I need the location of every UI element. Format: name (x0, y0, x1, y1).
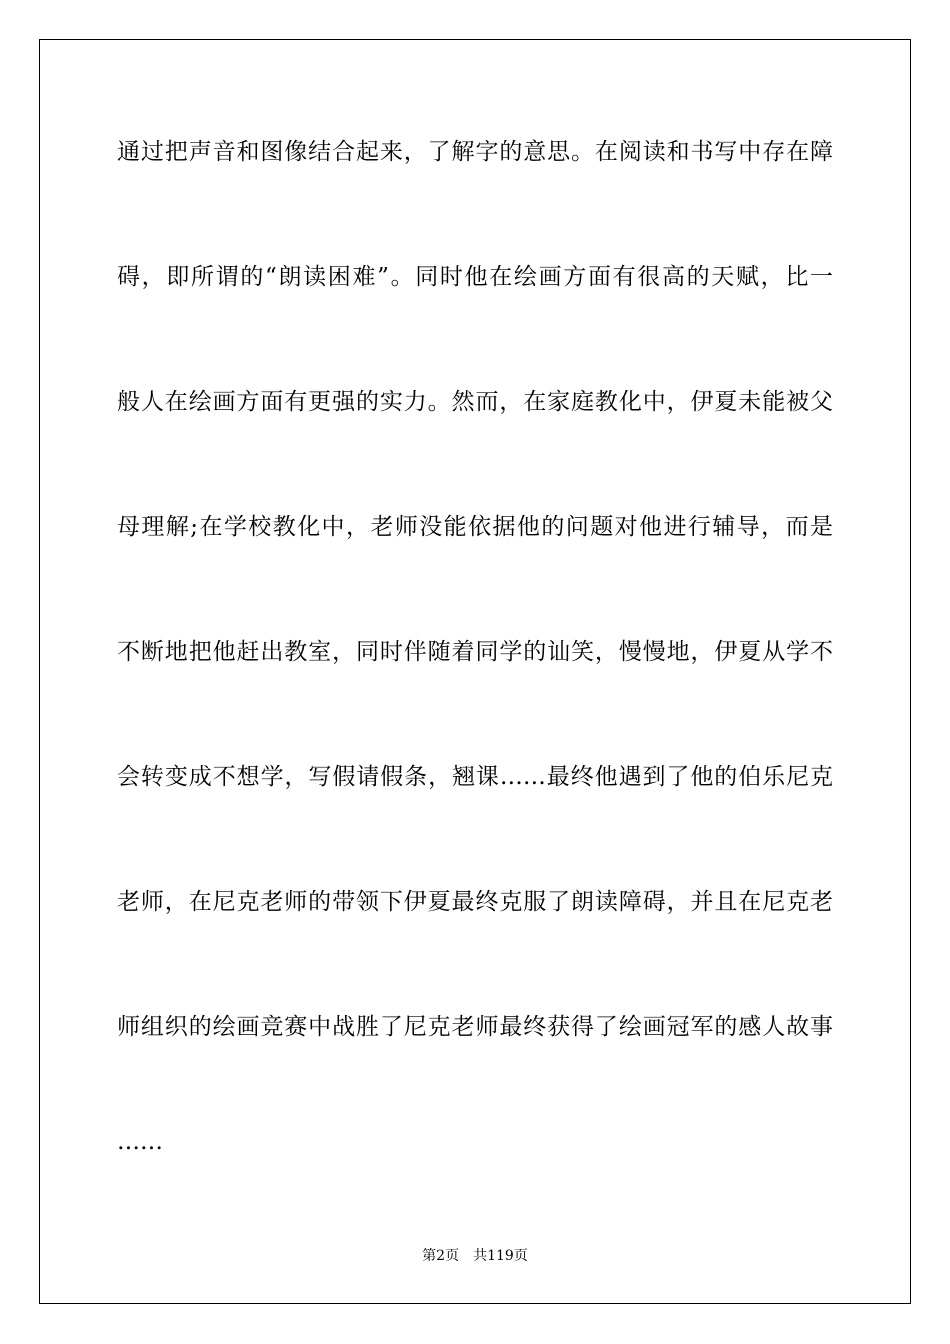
text-line: …… (117, 1129, 163, 1155)
page-number: 第2页 (422, 1248, 460, 1264)
text-line: 老师，在尼克老师的带领下伊夏最终克服了朗读障碍，并且在尼克老 (117, 889, 833, 915)
page-total: 共119页 (473, 1248, 528, 1264)
text-line: 碍，即所谓的“朗读困难”。同时他在绘画方面有很高的天赋，比一 (117, 264, 833, 290)
text-line: 会转变成不想学，写假请假条，翘课……最终他遇到了他的伯乐尼克 (117, 764, 833, 790)
text-line: 般人在绘画方面有更强的实力。然而，在家庭教化中，伊夏未能被父 (117, 389, 833, 415)
text-line: 母理解;在学校教化中，老师没能依据他的问题对他进行辅导，而是 (117, 514, 833, 540)
page-footer (0, 1247, 950, 1265)
page-border (39, 39, 911, 1304)
text-line: 师组织的绘画竞赛中战胜了尼克老师最终获得了绘画冠军的感人故事 (117, 1014, 833, 1040)
text-line: 不断地把他赶出教室，同时伴随着同学的讪笑，慢慢地，伊夏从学不 (117, 639, 833, 665)
text-line: 通过把声音和图像结合起来，了解字的意思。在阅读和书写中存在障 (117, 139, 833, 165)
